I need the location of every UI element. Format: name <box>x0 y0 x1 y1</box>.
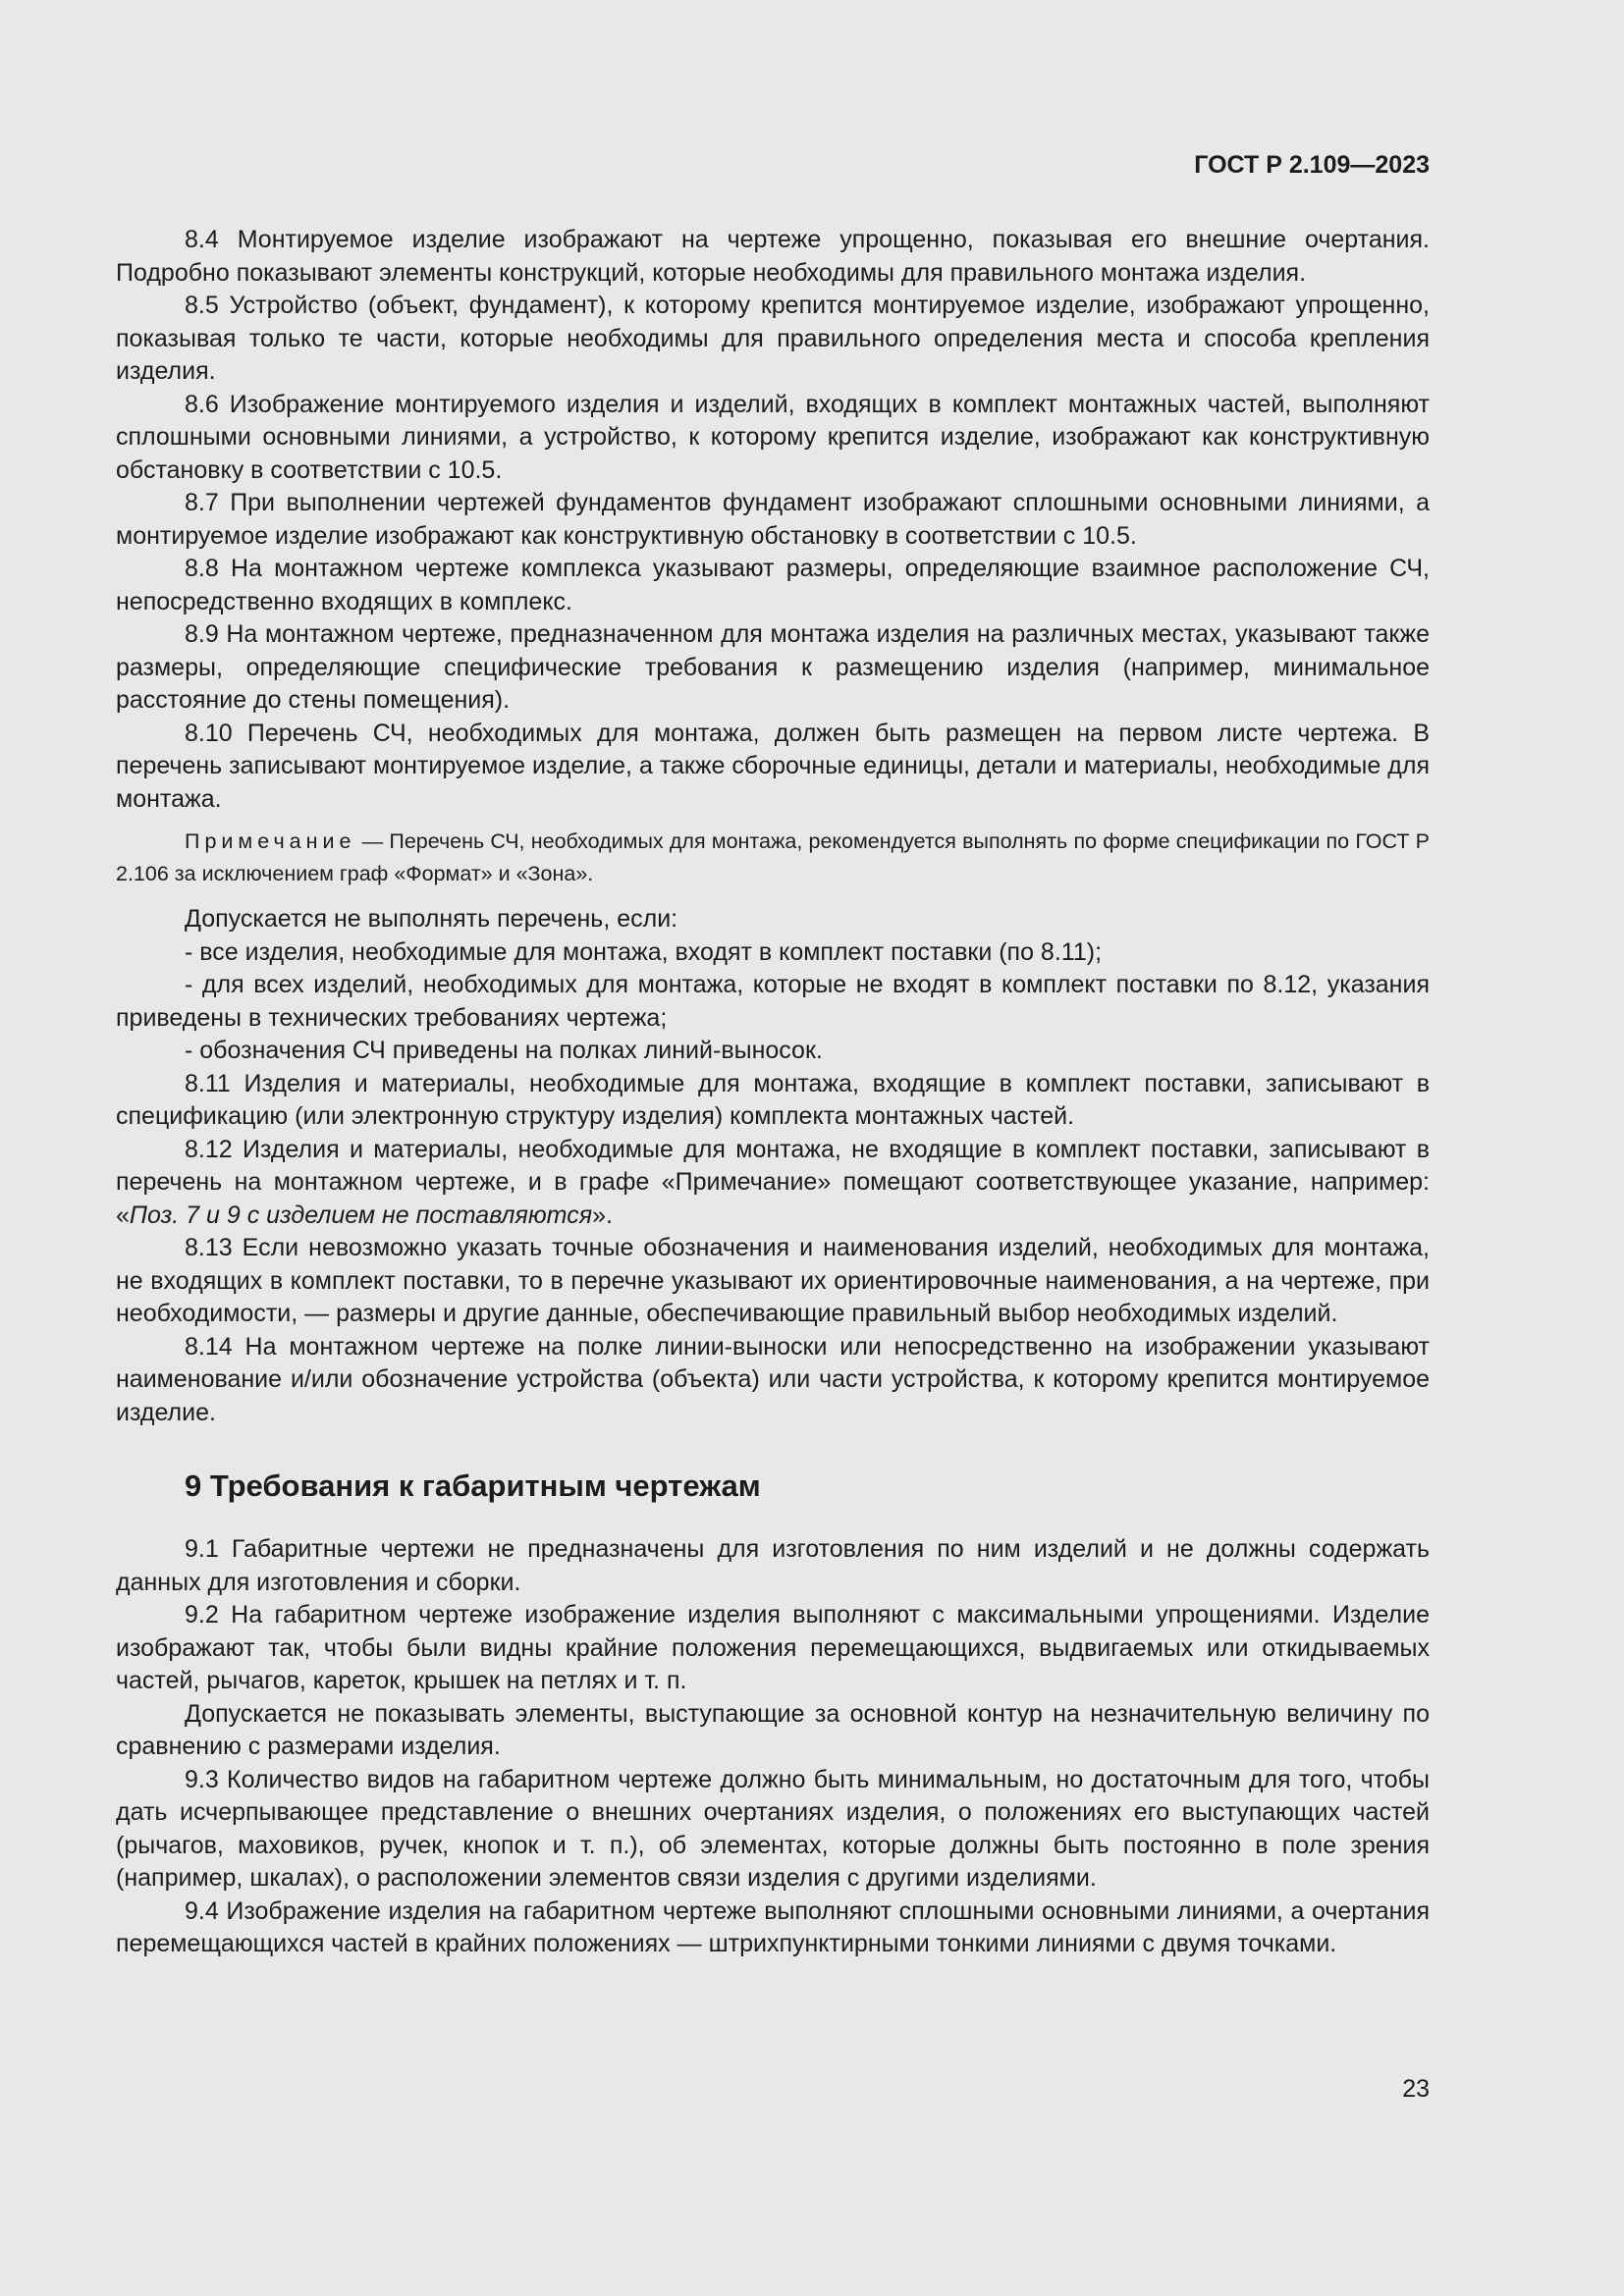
paragraph-9-2-allowed: Допускается не показывать элементы, выступающие за основной контур на незначительную величину по сравнению с размерами изделия. <box>116 1699 1430 1760</box>
note-text: — Перечень СЧ, необходимых для монтажа, рекомендуется выполнять по форме спецификации по ГОСТ Р 2.106 за исключением граф «Формат» и «Зона». <box>116 829 1430 885</box>
paragraph-8-4: 8.4 Монтируемое изделие изображают на чертеже упрощенно, показывая его внешние очертания. Подробно показывают элементы конструкций, которые необходимы для правильного монтажа изделия. <box>116 226 1430 287</box>
paragraph-8-9: 8.9 На монтажном чертеже, предназначенном для монтажа изделия на различных местах, указывают также размеры, определяющие специфические требования к размещению изделия (например, минимальное расстояние до стены помещения). <box>116 620 1430 714</box>
document-header: ГОСТ Р 2.109—2023 <box>1194 151 1430 179</box>
paragraph-8-5: 8.5 Устройство (объект, фундамент), к которому крепится монтируемое изделие, изображают упрощенно, показывая только те части, которые необходимы для правильного определения места и способа крепления изделия. <box>116 292 1430 385</box>
paragraph-8-11: 8.11 Изделия и материалы, необходимые для монтажа, входящие в комплект поставки, записывают в спецификацию (или электронную структуру изделия) комплекта монтажных частей. <box>116 1069 1430 1130</box>
note <box>116 826 1430 890</box>
paragraph-9-4: 9.4 Изображение изделия на габаритном чертеже выполняют сплошными основными линиями, а очертания перемещающихся частей в крайних положениях — штрихпунктирными тонкими линиями с двумя точками. <box>116 1896 1430 1957</box>
document-body <box>116 224 1430 1961</box>
allowed-item-1: - все изделия, необходимые для монтажа, входят в комплект поставки (по 8.11); <box>185 937 1103 966</box>
paragraph-9-3: 9.3 Количество видов на габаритном чертеже должно быть минимальным, но достаточным для того, чтобы дать исчерпывающее представление о внешних очертаниях изделия, о положениях его выступающих частей (рычагов, маховиков, ручек, кнопок и т. п.), об элементах, которые должны быть постоянно в поле зрения (например, шкалах), о расположении элементов связи изделия с другими изделиями. <box>116 1765 1430 1892</box>
paragraph-9-2: 9.2 На габаритном чертеже изображение изделия выполняют с максимальными упрощениями. Изделие изображают так, чтобы были видны крайние положения перемещающихся, выдвигаемых или откидываемых частей, рычагов, кареток, крышек на петлях и т. п. <box>116 1601 1430 1694</box>
paragraph-8-12 <box>116 1134 1430 1233</box>
paragraph-8-6: 8.6 Изображение монтируемого изделия и изделий, входящих в комплект монтажных частей, выполняют сплошными основными линиями, а устройство, к которому крепится изделие, изображают как конструктивную обстановку в соответствии с 10.5. <box>116 390 1430 484</box>
paragraph-8-8: 8.8 На монтажном чертеже комплекса указывают размеры, определяющие взаимное расположение СЧ, непосредственно входящих в комплекс. <box>116 555 1430 615</box>
paragraph-8-7: 8.7 При выполнении чертежей фундаментов фундамент изображают сплошными основными линиями, а монтируемое изделие изображают как конструктивную обстановку в соответствии с 10.5. <box>116 489 1430 550</box>
note-label: Примечание <box>185 829 356 853</box>
allowed-item-3: - обозначения СЧ приведены на полках линий-выносок. <box>185 1037 823 1064</box>
allowed-item-2: - для всех изделий, необходимых для монтажа, которые не входят в комплект поставки по 8.12, указания приведены в технических требованиях чертежа; <box>116 971 1430 1032</box>
paragraph-8-10: 8.10 Перечень СЧ, необходимых для монтажа, должен быть размещен на первом листе чертежа. В перечень записывают монтируемое изделие, а также сборочные единицы, детали и материалы, необходимые для монтажа. <box>116 719 1430 813</box>
allowed-intro: Допускается не выполнять перечень, если: <box>185 905 678 933</box>
page-number: 23 <box>1402 2075 1430 2103</box>
paragraph-8-12-end: ». <box>592 1201 613 1229</box>
paragraph-8-12-text: 8.12 Изделия и материалы, необходимые для монтажа, не входящие в комплект поставки, записывают в перечень на монтажном чертеже, и в графе «Примечание» помещают соответствующее указание, например: « <box>116 1135 1430 1229</box>
paragraph-8-12-example: Поз. 7 и 9 с изделием не поставляются <box>129 1201 593 1229</box>
section-9-title: 9 Требования к габаритным чертежам <box>185 1468 761 1503</box>
paragraph-8-14: 8.14 На монтажном чертеже на полке линии-выноски или непосредственно на изображении указывают наименование и/или обозначение устройства (объекта) или части устройства, к которому крепится монтируемое изделие. <box>116 1332 1430 1426</box>
paragraph-8-13: 8.13 Если невозможно указать точные обозначения и наименования изделий, необходимых для монтажа, не входящих в комплект поставки, то в перечне указывают их ориентировочные наименования, а на чертеже, при необходимости, — размеры и другие данные, обеспечивающие правильный выбор необходимых изделий. <box>116 1234 1430 1327</box>
paragraph-9-1: 9.1 Габаритные чертежи не предназначены для изготовления по ним изделий и не должны содержать данных для изготовления и сборки. <box>116 1535 1430 1596</box>
